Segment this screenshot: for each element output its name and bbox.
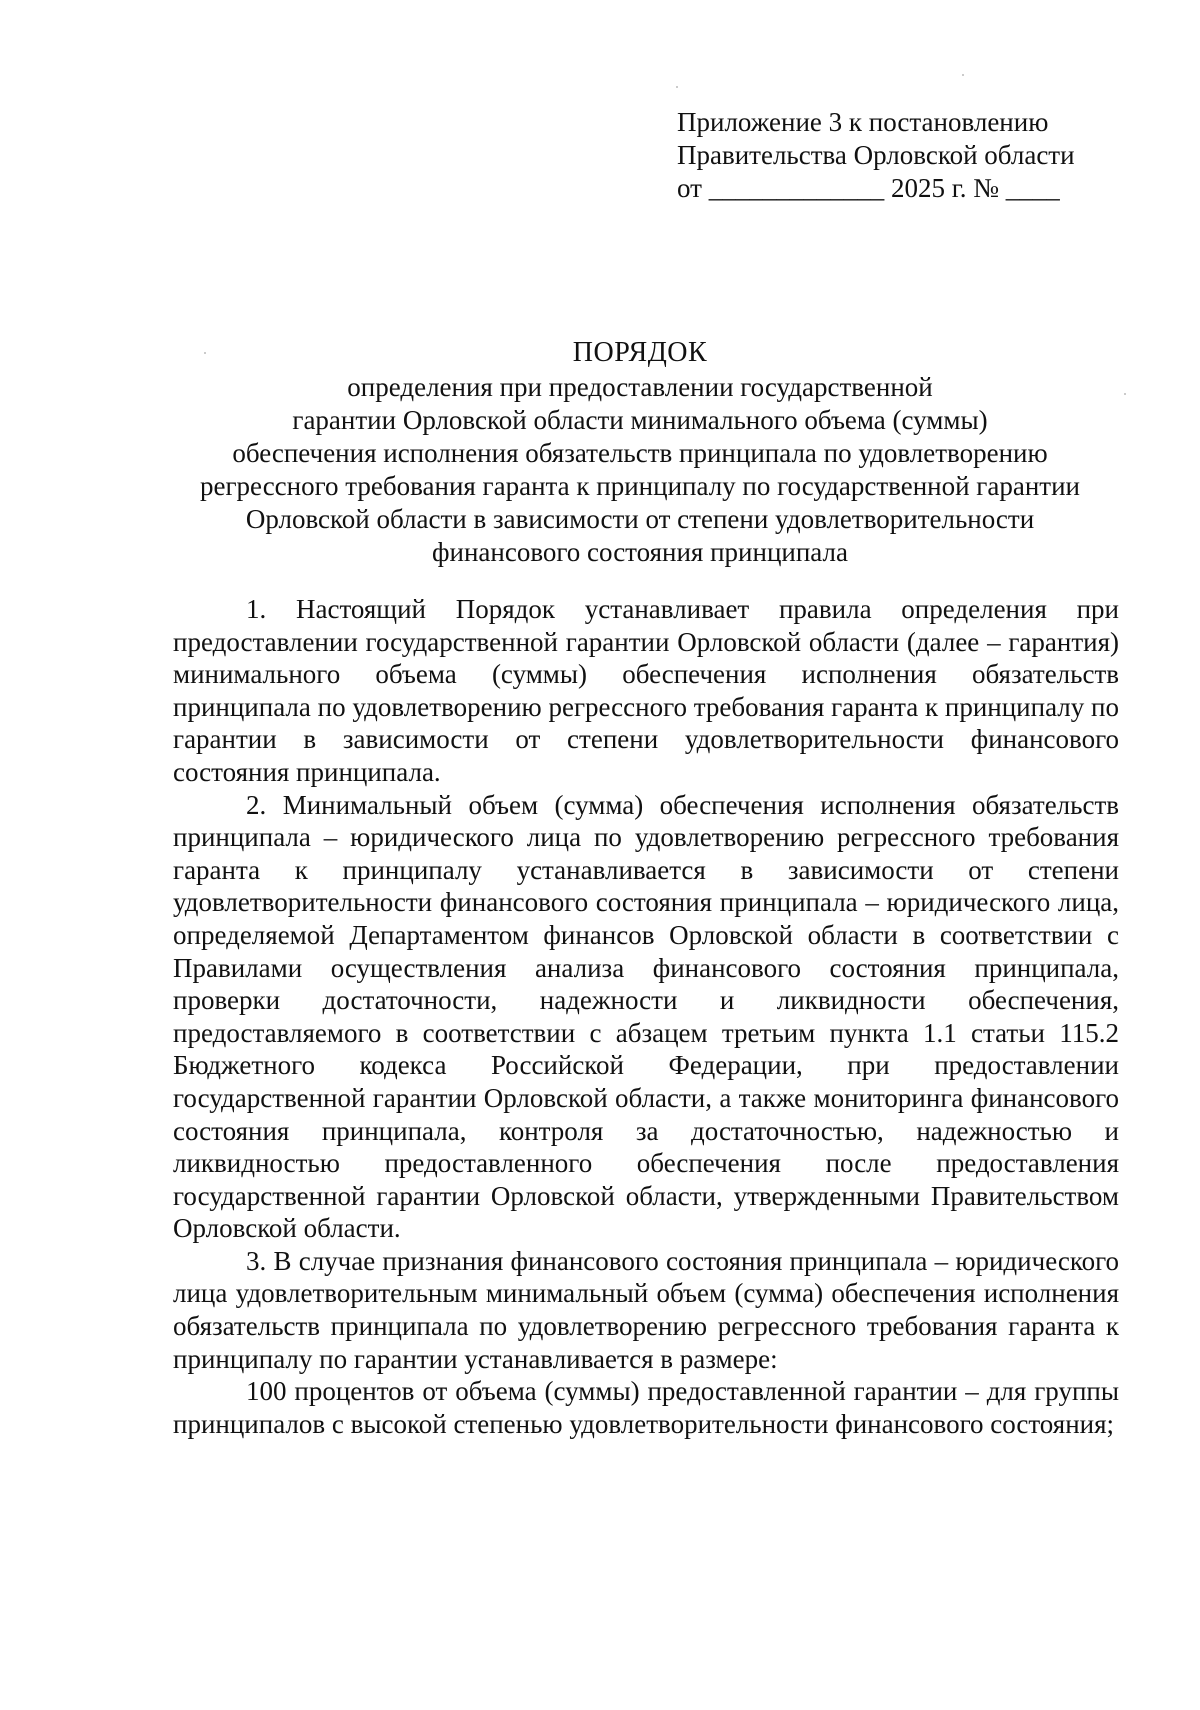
body-paragraph-2: 2. Минимальный объем (сумма) обеспечения исполнения обязательств принципала – юридического лица по удовлетворению регрессного требования гаранта к принципалу устанавливается в зависимости от степени удовлетворительности финансового состояния принципала – юридического лица, определяемой Департаментом финансов Орловской области в соответствии с Правилами осуществления анализа финансового состояния принципала, проверки достаточности, надежности и ликвидности обеспечения, предоставляемого в соответствии с абзацем третьим пункта 1.1 статьи 115.2 Бюджетного кодекса Российской Федерации, при предоставлении государственной гарантии Орловской области, а также мониторинга финансового состояния принципала, контроля за достаточностью, надежностью и ликвидностью предоставленного обеспечения после предоставления государственной гарантии Орловской области, утвержденными Правительством Орловской области.	[173, 789, 1119, 1244]
document-subtitle-line: определения при предоставлении государственной	[347, 372, 933, 402]
document-subtitle-line: финансового состояния принципала	[432, 537, 848, 567]
scan-speck	[1124, 393, 1126, 395]
scan-speck	[676, 86, 678, 88]
body-paragraph-1: 1. Настоящий Порядок устанавливает правила определения при предоставлении государственной гарантии Орловской области (далее – гарантия) минимального объема (суммы) обеспечения исполнения обязательств принципала по удовлетворению регрессного требования гаранта к принципалу по гарантии в зависимости от степени удовлетворительности финансового состояния принципала.	[173, 594, 1119, 787]
appendix-header-line-1: Приложение 3 к постановлению	[677, 107, 1049, 137]
document-subtitle-line: обеспечения исполнения обязательств принципала по удовлетворению	[232, 438, 1048, 468]
scan-speck	[962, 74, 964, 76]
appendix-header-line-2: Правительства Орловской области	[677, 140, 1075, 170]
body-paragraph-3: 3. В случае признания финансового состояния принципала – юридического лица удовлетворительным минимальный объем (сумма) обеспечения исполнения обязательств принципала по удовлетворению регрессного требования гаранта к принципалу по гарантии устанавливается в размере:	[173, 1245, 1119, 1374]
document-title-block	[160, 336, 1120, 569]
appendix-header	[677, 106, 1097, 205]
scan-speck	[204, 352, 206, 354]
body-paragraph-4: 100 процентов от объема (суммы) предоставленной гарантии – для группы принципалов с высокой степенью удовлетворительности финансового состояния;	[173, 1376, 1119, 1439]
document-subtitle-line: Орловской области в зависимости от степени удовлетворительности	[245, 504, 1035, 534]
document-subtitle-line: регрессного требования гаранта к принципалу по государственной гарантии	[199, 471, 1080, 501]
document-body	[173, 593, 1119, 1440]
appendix-header-line-3: от _____________ 2025 г. № ____	[677, 173, 1060, 203]
document-title: ПОРЯДОК	[572, 337, 708, 368]
document-subtitle-line: гарантии Орловской области минимального объема (суммы)	[292, 405, 988, 435]
